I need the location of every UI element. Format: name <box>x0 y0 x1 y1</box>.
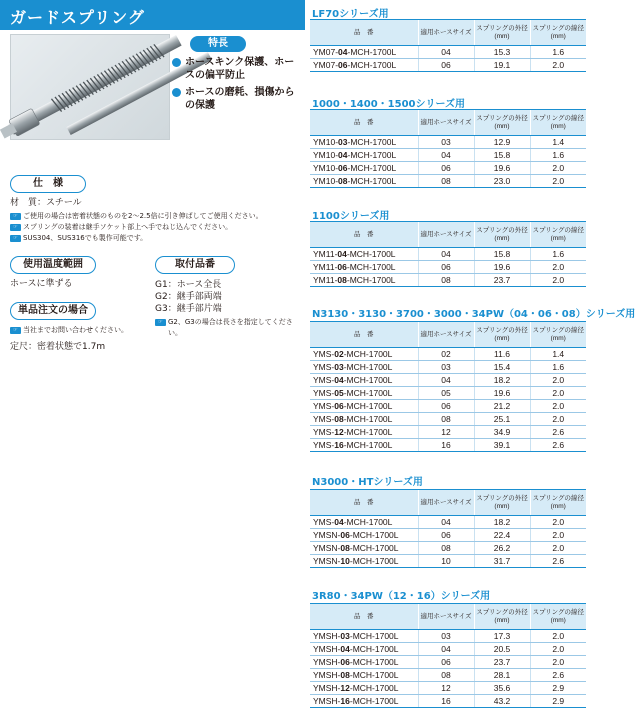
outer-diameter: 19.6 <box>474 387 530 400</box>
table-row <box>310 656 586 669</box>
wire-diameter: 1.4 <box>530 136 586 149</box>
outer-diameter: 19.6 <box>474 261 530 274</box>
outer-diameter: 20.5 <box>474 643 530 656</box>
outer-diameter: 19.6 <box>474 162 530 175</box>
outer-diameter: 34.9 <box>474 426 530 439</box>
table-row <box>310 387 586 400</box>
wire-diameter: 2.0 <box>530 529 586 542</box>
hose-size: 04 <box>418 149 474 162</box>
wire-diameter: 2.9 <box>530 695 586 708</box>
bullet-icon <box>172 58 181 67</box>
table-row <box>310 555 586 568</box>
part-number: YM10-04-MCH-1700L <box>310 149 418 162</box>
table-row <box>310 136 586 149</box>
table-header-row <box>310 490 586 516</box>
outer-diameter: 18.2 <box>474 374 530 387</box>
outer-diameter: 23.7 <box>474 274 530 287</box>
section-title: N3000・HTシリーズ用 <box>312 477 423 488</box>
hose-size: 06 <box>418 162 474 175</box>
part-number: YM11-08-MCH-1700L <box>310 274 418 287</box>
hose-size: 10 <box>418 555 474 568</box>
wire-diameter: 2.0 <box>530 274 586 287</box>
header-outer-diameter: スプリングの外径(mm) <box>474 490 530 516</box>
part-number: YMSH-08-MCH-1700L <box>310 669 418 682</box>
table-row <box>310 248 586 261</box>
outer-diameter: 12.9 <box>474 136 530 149</box>
hose-size: 03 <box>418 630 474 643</box>
header-part: 品 番 <box>310 20 418 46</box>
spec-note: ☞ スプリングの装着は継手ソケット部上へ手でねじ込んでください。 <box>10 222 232 233</box>
part-number: YM07-06-MCH-1700L <box>310 59 418 72</box>
wire-diameter: 1.6 <box>530 248 586 261</box>
part-number: YMS-16-MCH-1700L <box>310 439 418 452</box>
table-row <box>310 59 586 72</box>
header-part: 品 番 <box>310 322 418 348</box>
features-list <box>172 56 302 112</box>
table-row <box>310 46 586 59</box>
table-row <box>310 643 586 656</box>
header-outer-diameter: スプリングの外径(mm) <box>474 20 530 46</box>
bullet-icon <box>172 88 181 97</box>
spec-note: ☞ SUS304、SUS316でも製作可能です。 <box>10 233 147 244</box>
hose-size: 08 <box>418 542 474 555</box>
spec-table <box>310 109 586 188</box>
outer-diameter: 31.7 <box>474 555 530 568</box>
part-number: YMSN-06-MCH-1700L <box>310 529 418 542</box>
header-wire-diameter: スプリングの線径(mm) <box>530 490 586 516</box>
outer-diameter: 26.2 <box>474 542 530 555</box>
wire-diameter: 1.6 <box>530 46 586 59</box>
header-wire-diameter: スプリングの線径(mm) <box>530 20 586 46</box>
hose-size: 08 <box>418 274 474 287</box>
part-number: YMS-06-MCH-1700L <box>310 400 418 413</box>
part-number: YMSH-12-MCH-1700L <box>310 682 418 695</box>
note-arrow-icon: ☞ <box>10 213 21 220</box>
spec-note: ☞ ご使用の場合は密着状態のものを2～2.5倍に引き伸ばしてご使用ください。 <box>10 211 263 222</box>
outer-diameter: 15.3 <box>474 46 530 59</box>
hose-size: 04 <box>418 516 474 529</box>
table-header-row <box>310 322 586 348</box>
table-row <box>310 348 586 361</box>
temp-label: 使用温度範囲 <box>10 256 96 274</box>
header-outer-diameter: スプリングの外径(mm) <box>474 322 530 348</box>
table-row <box>310 516 586 529</box>
wire-diameter: 2.0 <box>530 162 586 175</box>
hose-size: 04 <box>418 643 474 656</box>
outer-diameter: 43.2 <box>474 695 530 708</box>
part-number: YMSN-10-MCH-1700L <box>310 555 418 568</box>
hose-size: 06 <box>418 261 474 274</box>
fitting-item: G2：継手部両端 <box>155 292 222 302</box>
wire-diameter: 1.6 <box>530 361 586 374</box>
guard-spring-image <box>11 35 171 141</box>
table-row <box>310 413 586 426</box>
material-text: 材 質：スチール <box>10 198 82 208</box>
part-number: YMSH-06-MCH-1700L <box>310 656 418 669</box>
table-row <box>310 149 586 162</box>
header-outer-diameter: スプリングの外径(mm) <box>474 110 530 136</box>
outer-diameter: 21.2 <box>474 400 530 413</box>
part-number: YMSH-03-MCH-1700L <box>310 630 418 643</box>
part-number: YMS-04-MCH-1700L <box>310 516 418 529</box>
outer-diameter: 11.6 <box>474 348 530 361</box>
outer-diameter: 39.1 <box>474 439 530 452</box>
header-wire-diameter: スプリングの線径(mm) <box>530 110 586 136</box>
section-title: LF70シリーズ用 <box>312 9 389 20</box>
table-header-row <box>310 222 586 248</box>
feature-item: ホースキンク保護、ホースの偏平防止 <box>172 56 302 82</box>
note-arrow-icon: ☞ <box>10 235 21 242</box>
spec-table <box>310 221 586 287</box>
part-number: YM10-08-MCH-1700L <box>310 175 418 188</box>
outer-diameter: 15.8 <box>474 248 530 261</box>
table-row <box>310 274 586 287</box>
outer-diameter: 23.7 <box>474 656 530 669</box>
part-number: YMS-05-MCH-1700L <box>310 387 418 400</box>
table-header-row <box>310 20 586 46</box>
outer-diameter: 35.6 <box>474 682 530 695</box>
header-wire-diameter: スプリングの線径(mm) <box>530 322 586 348</box>
wire-diameter: 2.6 <box>530 555 586 568</box>
spec-table <box>310 19 586 72</box>
hose-size: 04 <box>418 46 474 59</box>
hose-size: 03 <box>418 136 474 149</box>
part-number: YMS-04-MCH-1700L <box>310 374 418 387</box>
section-title: 3R80・34PW（12・16）シリーズ用 <box>312 591 491 602</box>
part-number: YM07-04-MCH-1700L <box>310 46 418 59</box>
fitting-item: G3：継手部片端 <box>155 304 222 314</box>
single-order-note: ☞ 当社までお問い合わせください。 <box>10 325 128 336</box>
wire-diameter: 2.6 <box>530 669 586 682</box>
table-header-row <box>310 110 586 136</box>
wire-diameter: 2.0 <box>530 175 586 188</box>
header-part: 品 番 <box>310 604 418 630</box>
outer-diameter: 19.1 <box>474 59 530 72</box>
spec-label: 仕 様 <box>10 175 86 193</box>
table-row <box>310 630 586 643</box>
product-photo <box>10 34 170 140</box>
part-number: YMSN-08-MCH-1700L <box>310 542 418 555</box>
hose-size: 16 <box>418 439 474 452</box>
single-order-label: 単品注文の場合 <box>10 302 96 320</box>
outer-diameter: 22.4 <box>474 529 530 542</box>
header-part: 品 番 <box>310 222 418 248</box>
header-part: 品 番 <box>310 110 418 136</box>
header-outer-diameter: スプリングの外径(mm) <box>474 604 530 630</box>
header-hose-size: 適用ホースサイズ <box>418 604 474 630</box>
spec-table <box>310 321 586 452</box>
table-row <box>310 542 586 555</box>
part-number: YM10-03-MCH-1700L <box>310 136 418 149</box>
header-part: 品 番 <box>310 490 418 516</box>
table-row <box>310 682 586 695</box>
part-number: YM11-06-MCH-1700L <box>310 261 418 274</box>
features-box <box>172 36 302 116</box>
outer-diameter: 15.4 <box>474 361 530 374</box>
wire-diameter: 2.0 <box>530 643 586 656</box>
outer-diameter: 18.2 <box>474 516 530 529</box>
wire-diameter: 2.0 <box>530 542 586 555</box>
table-row <box>310 426 586 439</box>
header-wire-diameter: スプリングの線径(mm) <box>530 604 586 630</box>
wire-diameter: 2.0 <box>530 400 586 413</box>
part-number: YMSH-16-MCH-1700L <box>310 695 418 708</box>
spec-table <box>310 489 586 568</box>
wire-diameter: 2.9 <box>530 682 586 695</box>
hose-size: 05 <box>418 387 474 400</box>
fitting-item: G1：ホース全長 <box>155 280 222 290</box>
features-label: 特長 <box>190 36 246 52</box>
part-number: YMSH-04-MCH-1700L <box>310 643 418 656</box>
hose-size: 06 <box>418 59 474 72</box>
table-row <box>310 175 586 188</box>
hose-size: 08 <box>418 175 474 188</box>
outer-diameter: 17.3 <box>474 630 530 643</box>
fittings-label: 取付品番 <box>155 256 235 274</box>
wire-diameter: 2.0 <box>530 387 586 400</box>
wire-diameter: 2.0 <box>530 413 586 426</box>
part-number: YM11-04-MCH-1700L <box>310 248 418 261</box>
hose-size: 12 <box>418 426 474 439</box>
single-order-text: 定尺：密着状態で1.7m <box>10 342 106 352</box>
header-hose-size: 適用ホースサイズ <box>418 110 474 136</box>
wire-diameter: 2.0 <box>530 374 586 387</box>
part-number: YMS-08-MCH-1700L <box>310 413 418 426</box>
hose-size: 06 <box>418 656 474 669</box>
wire-diameter: 2.0 <box>530 656 586 669</box>
outer-diameter: 15.8 <box>474 149 530 162</box>
table-row <box>310 400 586 413</box>
outer-diameter: 25.1 <box>474 413 530 426</box>
wire-diameter: 2.0 <box>530 59 586 72</box>
table-row <box>310 374 586 387</box>
spec-table <box>310 603 586 708</box>
table-row <box>310 669 586 682</box>
table-row <box>310 162 586 175</box>
page-title: ガードスプリング <box>0 0 305 30</box>
part-number: YMS-03-MCH-1700L <box>310 361 418 374</box>
hose-size: 04 <box>418 374 474 387</box>
wire-diameter: 2.6 <box>530 426 586 439</box>
note-arrow-icon: ☞ <box>10 224 21 231</box>
wire-diameter: 2.6 <box>530 439 586 452</box>
section-title: 1000・1400・1500シリーズ用 <box>312 99 465 110</box>
hose-size: 06 <box>418 529 474 542</box>
wire-diameter: 2.0 <box>530 630 586 643</box>
temp-text: ホースに準ずる <box>10 279 73 289</box>
wire-diameter: 1.4 <box>530 348 586 361</box>
header-hose-size: 適用ホースサイズ <box>418 20 474 46</box>
part-number: YMS-02-MCH-1700L <box>310 348 418 361</box>
hose-size: 16 <box>418 695 474 708</box>
part-number: YM10-06-MCH-1700L <box>310 162 418 175</box>
header-hose-size: 適用ホースサイズ <box>418 222 474 248</box>
hose-size: 08 <box>418 669 474 682</box>
part-number: YMS-12-MCH-1700L <box>310 426 418 439</box>
header-wire-diameter: スプリングの線径(mm) <box>530 222 586 248</box>
table-row <box>310 439 586 452</box>
header-outer-diameter: スプリングの外径(mm) <box>474 222 530 248</box>
hose-size: 12 <box>418 682 474 695</box>
wire-diameter: 1.6 <box>530 149 586 162</box>
note-arrow-icon: ☞ <box>10 327 21 334</box>
table-row <box>310 361 586 374</box>
section-title: N3130・3130・3700・3000・34PW（04・06・08）シリーズ用 <box>312 309 635 320</box>
wire-diameter: 2.0 <box>530 516 586 529</box>
hose-size: 02 <box>418 348 474 361</box>
header-hose-size: 適用ホースサイズ <box>418 490 474 516</box>
fittings-note: ☞ G2、G3の場合は長さを指定してください。 <box>155 317 305 339</box>
hose-size: 03 <box>418 361 474 374</box>
section-title: 1100シリーズ用 <box>312 211 390 222</box>
hose-size: 06 <box>418 400 474 413</box>
wire-diameter: 2.0 <box>530 261 586 274</box>
table-row <box>310 261 586 274</box>
outer-diameter: 28.1 <box>474 669 530 682</box>
hose-size: 08 <box>418 413 474 426</box>
table-row <box>310 529 586 542</box>
table-row <box>310 695 586 708</box>
table-header-row <box>310 604 586 630</box>
hose-size: 04 <box>418 248 474 261</box>
note-arrow-icon: ☞ <box>155 319 166 326</box>
feature-item: ホースの磨耗、損傷からの保護 <box>172 86 302 112</box>
header-hose-size: 適用ホースサイズ <box>418 322 474 348</box>
outer-diameter: 23.0 <box>474 175 530 188</box>
